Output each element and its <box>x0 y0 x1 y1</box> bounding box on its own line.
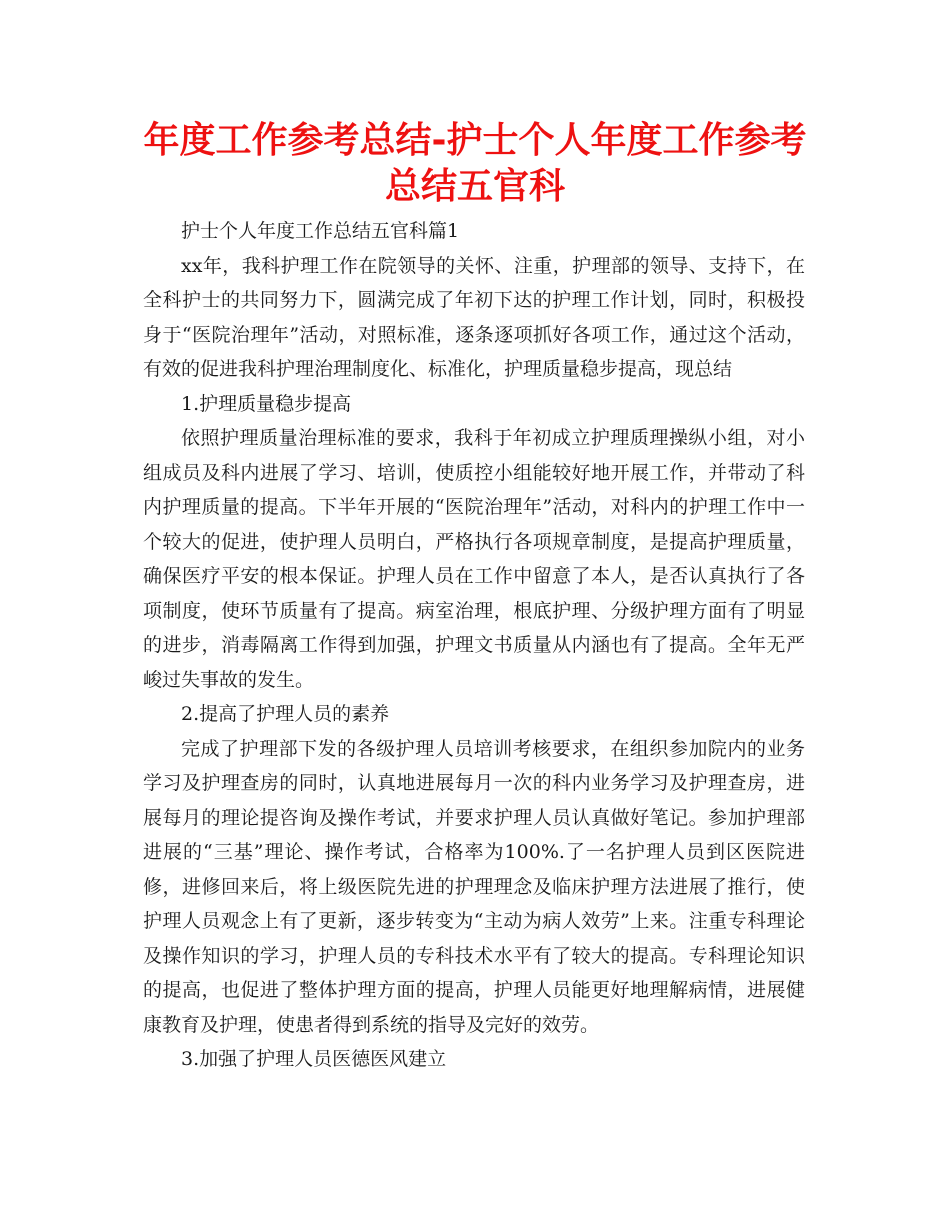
document-body <box>143 214 805 1077</box>
section-1-paragraph: 依照护理质量治理标准的要求，我科于年初成立护理质理操纵小组，对小组成员及科内进展了学习、培训，使质控小组能较好地开展工作，并带动了科内护理质量的提高。下半年开展的“医院治理年”活动，对科内的护理工作中一个较大的促进，使护理人员明白，严格执行各项规章制度，是提高护理质量，确保医疗平安的根本保证。护理人员在工作中留意了本人，是否认真执行了各项制度，使环节质量有了提高。病室治理，根底护理、分级护理方面有了明显的进步，消毒隔离工作得到加强，护理文书质量从内涵也有了提高。全年无严峻过失事故的发生。 <box>143 427 805 691</box>
section-2-paragraph: 完成了护理部下发的各级护理人员培训考核要求，在组织参加院内的业务学习及护理查房的同时，认真地进展每月一次的科内业务学习及护理查房，进展每月的理论提咨询及操作考试，并要求护理人员认真做好笔记。参加护理部进展的“三基”理论、操作考试，合格率为100%.了一名护理人员到区医院进修，进修回来后，将上级医院先进的护理理念及临床护理方法进展了推行，使护理人员观念上有了更新，逐步转变为“主动为病人效劳”上来。注重专科理论及操作知识的学习，护理人员的专科技术水平有了较大的提高。专科理论知识的提高，也促进了整体护理方面的提高，护理人员能更好地理解病情，进展健康教育及护理，使患者得到系统的指导及完好的效劳。 <box>143 737 805 1036</box>
section-heading-1: 1.护理质量稳步提高 <box>181 392 352 415</box>
section-heading-3: 3.加强了护理人员医德医风建立 <box>181 1048 447 1070</box>
section-subtitle: 护士个人年度工作总结五官科篇1 <box>181 220 460 242</box>
intro-paragraph: xx年，我科护理工作在院领导的关怀、注重，护理部的领导、支持下，在全科护士的共同努力下，圆满完成了年初下达的护理工作计划，同时，积极投身于“医院治理年”活动，对照标准，逐条逐项抓好各项工作，通过这个活动，有效的促进我科护理治理制度化、标准化，护理质量稳步提高，现总结 <box>143 254 805 380</box>
document-title: 年度工作参考总结-护士个人年度工作参考总结五官科 <box>143 120 807 207</box>
section-heading-2: 2.提高了护理人员的素养 <box>181 703 390 725</box>
